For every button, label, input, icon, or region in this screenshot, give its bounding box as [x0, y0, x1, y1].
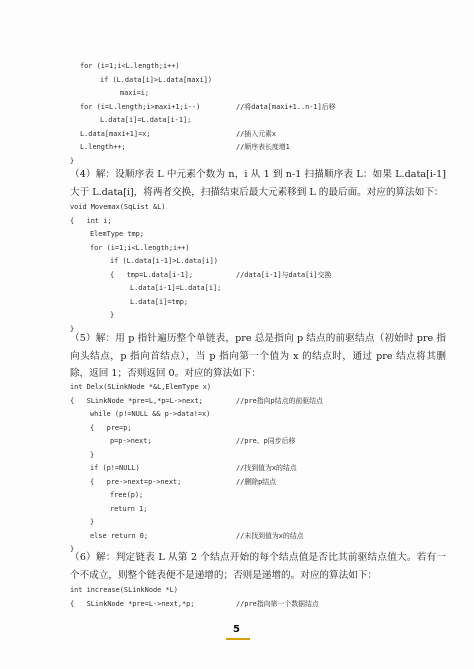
- code-line: [70, 242, 450, 256]
- code-text: if (p!=NULL): [90, 464, 140, 472]
- code-line: [70, 269, 450, 283]
- code-line: [70, 449, 450, 463]
- code-text: void Movemax(SqList &L): [70, 203, 166, 211]
- code-text: }: [90, 518, 95, 526]
- code-line: [70, 422, 450, 436]
- code-text: L.data[i-1]=L.data[i];: [130, 284, 222, 292]
- code-line: [70, 476, 450, 490]
- code-line: [70, 141, 450, 155]
- code-line: [70, 128, 450, 142]
- paragraph-4: [70, 166, 446, 201]
- code-text: for (i=L.length;i>maxi+1;i--): [80, 102, 201, 111]
- page-number: 5: [233, 624, 240, 635]
- code-line: [70, 296, 450, 310]
- code-line: [70, 435, 450, 449]
- code-text: free(p);: [110, 491, 144, 499]
- code-text: int Delx(SLinkNode *&L,ElemType x): [70, 383, 212, 391]
- code-text: { pre=p;: [90, 423, 132, 432]
- code-line: [70, 462, 450, 476]
- code-text: { int i;: [70, 216, 112, 225]
- code-text: if (L.data[i]>L.data[maxi]): [100, 75, 213, 84]
- code-text: L.data[i]=tmp;: [130, 297, 189, 306]
- code-line: [70, 309, 450, 323]
- code-line: [70, 228, 450, 242]
- code-line: [70, 255, 450, 269]
- code-comment: //删除p结点: [236, 477, 277, 486]
- code-line: [70, 74, 450, 88]
- code-text: for (i=1;i<L.length;i++): [80, 62, 180, 70]
- code-line: [70, 282, 450, 296]
- paragraph-5: [70, 330, 446, 383]
- code-text: ElemType tmp;: [90, 230, 144, 238]
- code-text: for (i=1;i<L.length;i++): [90, 243, 190, 252]
- page-number-underline: [226, 638, 250, 640]
- code-text: maxi=i;: [120, 89, 150, 97]
- code-line: [70, 395, 450, 409]
- code-line: [70, 87, 450, 101]
- code-text: { tmp=L.data[i-1];: [110, 270, 193, 279]
- code-line: [70, 516, 450, 530]
- code-line: [70, 530, 450, 544]
- code-block-increase: [70, 584, 450, 611]
- code-text: L.length++;: [80, 143, 126, 151]
- code-line: [70, 584, 450, 598]
- paragraph-6-text: （6）解：判定链表 L 从第 2 个结点开始的每个结点值是否比其前驱结点值大。若有一个不成立，则整个链表便不是递增的；否则是递增的。对应的算法如下：: [70, 552, 446, 581]
- code-text: L.data[maxi+1]=x;: [80, 129, 151, 138]
- code-comment: //pre指向p结点的前驱结点: [236, 396, 323, 405]
- code-text: while (p!=NULL && p->data!=x): [90, 410, 211, 418]
- code-text: L.data[i]=L.data[i-1];: [100, 116, 192, 124]
- code-line: [70, 114, 450, 128]
- code-text: }: [110, 311, 115, 319]
- code-text: }: [90, 450, 95, 459]
- code-text: return 1;: [110, 504, 148, 513]
- paragraph-4-text: （4）解：设顺序表 L 中元素个数为 n，i 从 1 到 n-1 扫描顺序表 L：如果 L.data[i-1] 大于 L.data[i]，将两者交换，扫描结束后最大元素移到 L 的最后面。对应的算法如下：: [70, 169, 446, 198]
- code-line: [70, 60, 450, 74]
- code-comment: //将data[maxi+1..n-1]后移: [236, 102, 336, 111]
- code-line: [70, 101, 450, 115]
- code-text: { SLinkNode *pre=L->next,*p;: [70, 599, 195, 608]
- code-block-insert: [70, 60, 450, 168]
- code-line: [70, 381, 450, 395]
- code-text: int increase(SLinkNode *L): [70, 586, 178, 594]
- code-comment: //pre、p同步后移: [236, 437, 296, 445]
- code-text: p=p->next;: [110, 437, 152, 445]
- code-line: [70, 215, 450, 229]
- code-line: [70, 598, 450, 612]
- code-line: [70, 503, 450, 517]
- code-text: }: [70, 156, 75, 165]
- code-text: { SLinkNode *pre=L,*p=L->next;: [70, 396, 203, 405]
- paragraph-6: [70, 549, 446, 584]
- code-comment: //pre指向第一个数据结点: [236, 599, 319, 608]
- code-line: [70, 201, 450, 215]
- code-comment: //插入元素x: [236, 129, 277, 138]
- code-text: { pre->next=p->next;: [90, 477, 182, 486]
- code-line: [70, 489, 450, 503]
- code-text: }: [70, 545, 75, 553]
- code-block-movemax: [70, 201, 450, 336]
- paragraph-5-text: （5）解：用 p 指针遍历整个单链表，pre 总是指向 p 结点的前驱结点（初始时 pre 指向头结点，p 指向首结点），当 p 指向第一个值为 x 的结点时，通过 pre 结点将其删除，返回 1；否则返回 0。对应的算法如下：: [70, 333, 446, 379]
- code-comment: //data[i-1]与data[i]交换: [236, 270, 332, 279]
- code-comment: //找到值为x的结点: [236, 464, 297, 472]
- code-text: if (L.data[i-1]>L.data[i]): [110, 257, 218, 265]
- code-text: else return 0;: [90, 531, 149, 540]
- code-comment: //顺序表长度增1: [236, 143, 290, 151]
- code-text: }: [70, 324, 75, 333]
- code-comment: //未找到值为x的结点: [236, 531, 304, 540]
- code-line: [70, 408, 450, 422]
- code-block-delx: [70, 381, 450, 557]
